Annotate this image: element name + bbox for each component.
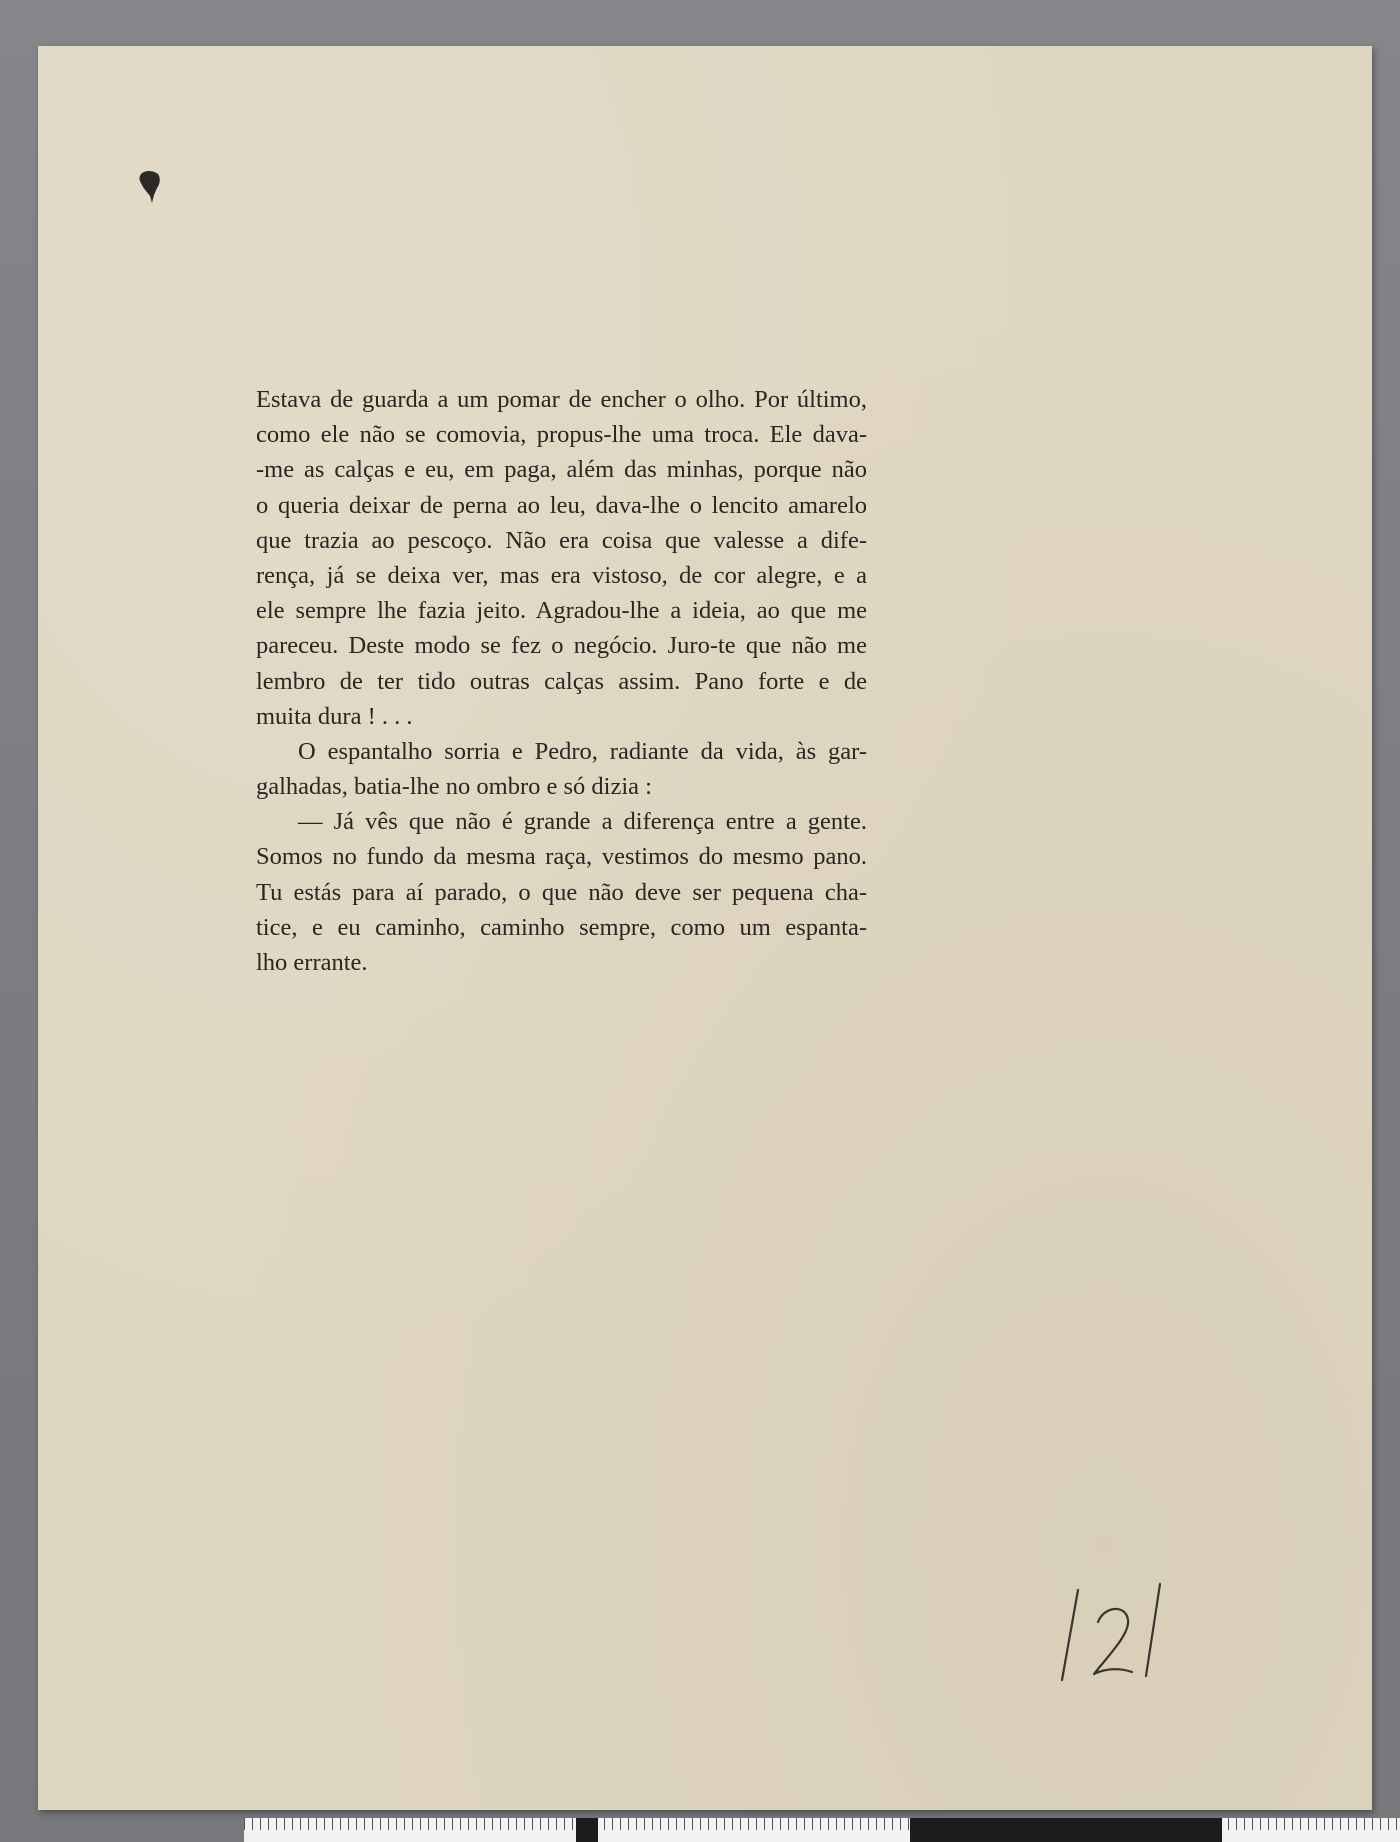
text-line: ele sempre lhe fazia jeito. Agradou-lhe a ideia, ao que me — [256, 597, 867, 625]
text-line: O espantalho sorria e Pedro, radiante da vida, às gar- — [298, 737, 867, 765]
text-line: que trazia ao pescoço. Não era coisa que valesse a dife- — [256, 526, 867, 554]
text-line: lho errante. — [256, 949, 368, 976]
ruler-dark-segment — [910, 1818, 1222, 1842]
text-line: tice, e eu caminho, caminho sempre, como um espanta- — [256, 913, 867, 941]
color-scale-ruler — [244, 1818, 1400, 1842]
ruler-ticks — [244, 1818, 1400, 1830]
text-line: Somos no fundo da mesma raça, vestimos do mesmo pano. — [256, 843, 867, 871]
document-page — [38, 46, 1372, 1810]
text-line: -me as calças e eu, em paga, além das minhas, porque não — [256, 456, 867, 484]
text-line: lembro de ter tido outras calças assim. Pano forte e de — [256, 667, 867, 695]
text-line: muita dura ! . . . — [256, 702, 413, 730]
paragraph-3 — [256, 804, 867, 980]
text-line: rença, já se deixa ver, mas era vistoso, de cor alegre, e a — [256, 561, 867, 589]
text-line: pareceu. Deste modo se fez o negócio. Juro-te que não me — [256, 632, 867, 660]
page-number-text — [1048, 1576, 1188, 1686]
paragraph-2 — [256, 734, 867, 804]
text-line: Tu estás para aí parado, o que não deve ser pequena cha- — [256, 878, 867, 906]
ruler-dark-segment — [576, 1818, 598, 1842]
text-line: o queria deixar de perna ao leu, dava-lhe o lencito amarelo — [256, 491, 867, 519]
body-text — [256, 382, 867, 980]
text-line: Estava de guarda a um pomar de encher o olho. Por último, — [256, 386, 867, 413]
text-line: como ele não se comovia, propus-lhe uma troca. Ele dava- — [256, 421, 867, 449]
text-line: — Já vês que não é grande a diferença entre a gente. — [298, 808, 867, 836]
paragraph-1 — [256, 382, 867, 734]
punch-hole-icon — [137, 168, 163, 204]
handwritten-page-number — [1048, 1576, 1188, 1686]
text-line: galhadas, batia-lhe no ombro e só dizia : — [256, 773, 652, 801]
